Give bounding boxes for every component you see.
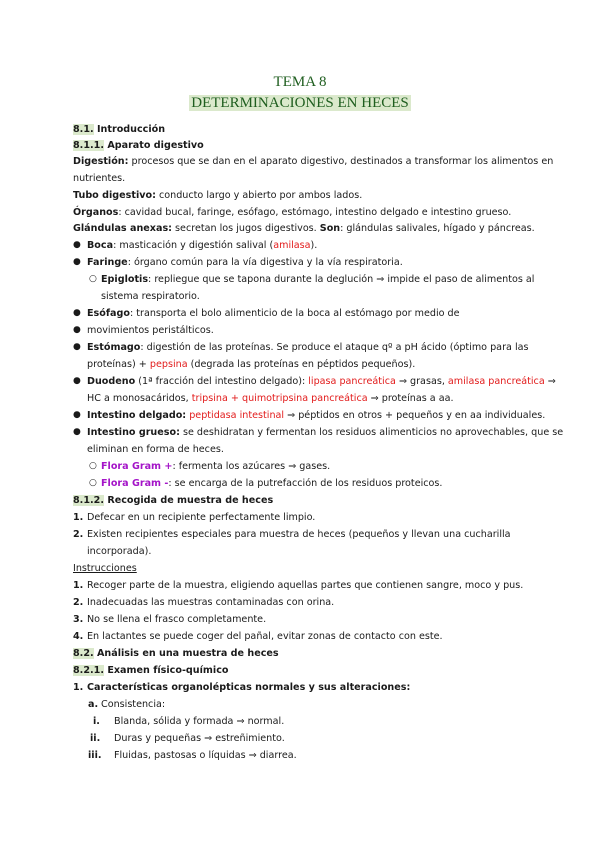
- faringe-line: Faringe: órgano común para la vía digestiva y la vía respiratoria.: [87, 257, 403, 268]
- section-8-2-1-heading: 8.2.1. Examen físico-químico: [73, 665, 229, 676]
- list-item: No se llena el frasco completamente.: [87, 614, 267, 625]
- list-number: 4.: [73, 631, 84, 642]
- estomago-line: Estómago: digestión de las proteínas. Se produce el ataque qº a pH ácido (óptimo para las: [87, 342, 529, 353]
- flora-gram-minus-line: Flora Gram -: se encarga de la putrefacción de los residuos proteicos.: [101, 478, 443, 489]
- bullet-icon: ●: [73, 240, 81, 250]
- instrucciones-heading: Instrucciones: [73, 563, 137, 574]
- bullet-icon: ●: [73, 427, 81, 437]
- digestion-line: Digestión: procesos que se dan en el aparato digestivo, destinados a transformar los alimentos en: [73, 156, 554, 167]
- list-number: 2.: [73, 597, 84, 608]
- caracteristicas-line: Características organolépticas normales y sus alteraciones:: [87, 682, 411, 693]
- consistencia-item: Fluidas, pastosas o líquidas ⇒ diarrea.: [114, 750, 297, 761]
- estomago-line-2: proteínas) + pepsina (degrada las proteínas en péptidos pequeños).: [87, 359, 416, 370]
- consistencia-label: Consistencia:: [101, 699, 166, 710]
- list-item: Defecar en un recipiente perfectamente limpio.: [87, 512, 316, 523]
- section-8-1-heading: 8.1. Introducción: [73, 124, 166, 135]
- roman-number: iii.: [88, 750, 102, 761]
- list-item: En lactantes se puede coger del pañal, evitar zonas de contacto con este.: [87, 631, 443, 642]
- glandulas-line: Glándulas anexas: secretan los jugos digestivos. Son: glándulas salivales, hígado y páncreas.: [73, 223, 535, 234]
- grueso-line-2: eliminan en forma de heces.: [87, 444, 224, 455]
- digestion-line-2: nutrientes.: [73, 173, 126, 184]
- tubo-line: Tubo digestivo: conducto largo y abierto por ambos lados.: [73, 190, 363, 201]
- list-number: 3.: [73, 614, 84, 625]
- circle-bullet-icon: ○: [89, 274, 97, 284]
- list-item-continuation: incorporada).: [87, 546, 152, 557]
- bullet-icon: ●: [73, 376, 81, 386]
- bullet-icon: ●: [73, 342, 81, 352]
- section-8-2-heading: 8.2. Análisis en una muestra de heces: [73, 648, 279, 659]
- consistencia-letter: a.: [88, 699, 99, 710]
- grueso-line: Intestino grueso: se deshidratan y fermentan los residuos alimenticios no aprovechables, que se: [87, 427, 564, 438]
- esofago-line-2: movimientos peristálticos.: [87, 325, 214, 336]
- boca-line: Boca: masticación y digestión salival (amilasa).: [87, 240, 318, 251]
- epiglotis-line-2: sistema respiratorio.: [101, 291, 200, 302]
- bullet-icon: ●: [73, 325, 81, 335]
- page-title: TEMA 8: [273, 74, 327, 90]
- duodeno-line-2: HC a monosacáridos, tripsina + quimotripsina pancreática ⇒ proteínas a aa.: [87, 393, 454, 404]
- section-8-1-1-heading: 8.1.1. Aparato digestivo: [73, 140, 204, 151]
- list-number: 1.: [73, 682, 84, 693]
- list-number: 1.: [73, 512, 84, 523]
- bullet-icon: ●: [73, 308, 81, 318]
- organos-line: Órganos: cavidad bucal, faringe, esófago, estómago, intestino delgado e intestino grueso.: [73, 207, 512, 218]
- roman-number: ii.: [90, 733, 101, 744]
- consistencia-item: Blanda, sólida y formada ⇒ normal.: [114, 716, 285, 727]
- duodeno-line: Duodeno (1ª fracción del intestino delgado): lipasa pancreática ⇒ grasas, amilasa pancreática ⇒: [87, 376, 556, 387]
- consistencia-item: Duras y pequeñas ⇒ estreñimiento.: [114, 733, 285, 744]
- list-number: 2.: [73, 529, 84, 540]
- section-8-1-2-heading: 8.1.2. Recogida de muestra de heces: [73, 495, 274, 506]
- circle-bullet-icon: ○: [89, 461, 97, 471]
- list-item: Existen recipientes especiales para muestra de heces (pequeños y llevan una cucharilla: [87, 529, 511, 540]
- delgado-line: Intestino delgado: peptidasa intestinal ⇒ péptidos en otros + pequeños y en aa individuales.: [87, 410, 546, 421]
- bullet-icon: ●: [73, 410, 81, 420]
- page-subtitle: DETERMINACIONES EN HECES: [191, 95, 409, 111]
- list-item: Inadecuadas las muestras contaminadas con orina.: [87, 597, 335, 608]
- bullet-icon: ●: [73, 257, 81, 267]
- roman-number: i.: [93, 716, 100, 727]
- esofago-line: Esófago: transporta el bolo alimenticio de la boca al estómago por medio de: [87, 308, 460, 319]
- list-item: Recoger parte de la muestra, eligiendo aquellas partes que contienen sangre, moco y pus.: [87, 580, 524, 591]
- list-number: 1.: [73, 580, 84, 591]
- circle-bullet-icon: ○: [89, 478, 97, 488]
- flora-gram-plus-line: Flora Gram +: fermenta los azúcares ⇒ gases.: [101, 461, 331, 472]
- epiglotis-line: Epiglotis: repliegue que se tapona durante la deglución ⇒ impide el paso de alimentos al: [101, 274, 535, 285]
